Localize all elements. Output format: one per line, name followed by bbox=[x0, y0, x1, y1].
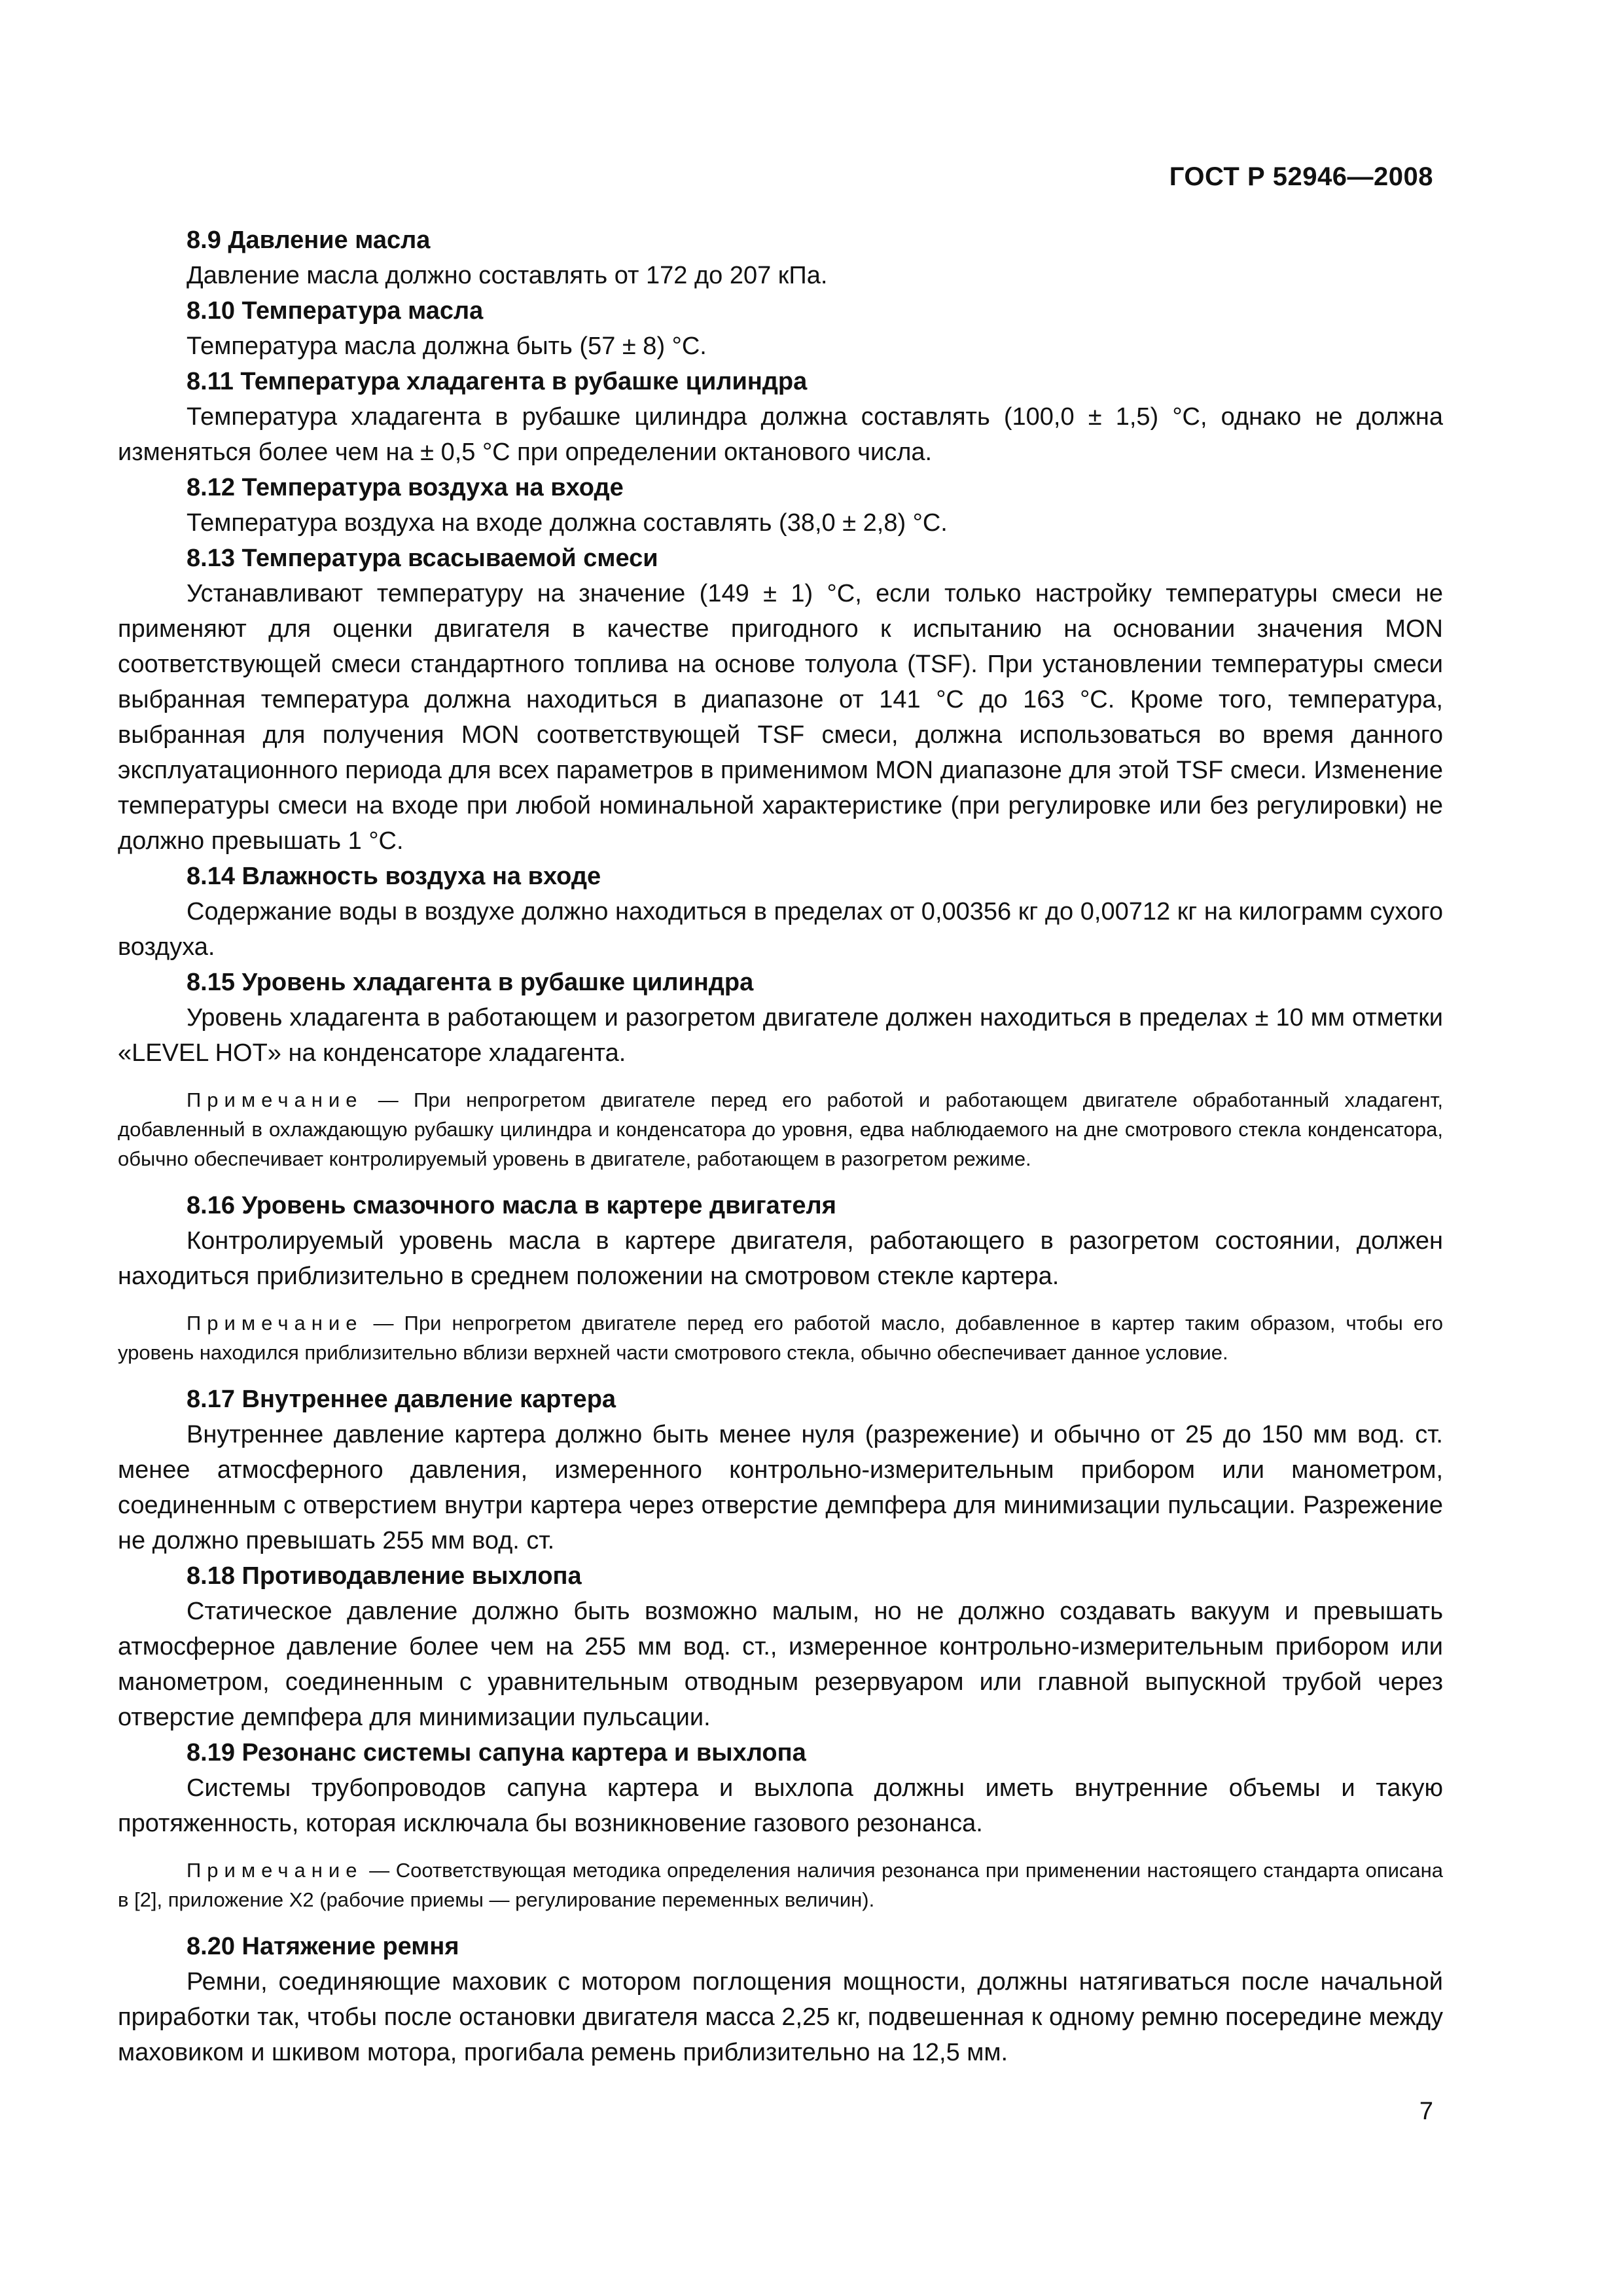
section-heading-8-11: 8.11 Температура хладагента в рубашке цилиндра bbox=[187, 368, 808, 395]
section-heading-8-16: 8.16 Уровень смазочного масла в картере двигателя bbox=[187, 1192, 836, 1219]
note-label: Примечание bbox=[187, 1088, 363, 1111]
note-text: — При непрогретом двигателе перед его работой масло, добавленное в картер таким образом, чтобы его уровень находился приблизительно вблизи верхней части смотрового стекла, обычно обеспечивает данное условие. bbox=[118, 1312, 1443, 1364]
section-text-8-14: Содержание воды в воздухе должно находиться в пределах от 0,00356 кг до 0,00712 кг на килограмм сухого воздуха. bbox=[118, 898, 1443, 961]
note-label: Примечание bbox=[187, 1312, 363, 1335]
section-text-8-10: Температура масла должна быть (57 ± 8) °С. bbox=[187, 332, 707, 360]
page-number: 7 bbox=[1419, 2098, 1433, 2125]
section-heading-8-12: 8.12 Температура воздуха на входе bbox=[187, 474, 624, 501]
section-heading-8-14: 8.14 Влажность воздуха на входе bbox=[187, 863, 601, 890]
document-body bbox=[118, 223, 1443, 2070]
section-text-8-16: Контролируемый уровень масла в картере двигателя, работающего в разогретом состоянии, должен находиться приблизительно в среднем положении на смотровом стекле картера. bbox=[118, 1227, 1443, 1290]
note-8-15 bbox=[118, 1085, 1443, 1174]
section-heading-8-18: 8.18 Противодавление выхлопа bbox=[187, 1562, 582, 1590]
document-code: ГОСТ Р 52946—2008 bbox=[1169, 162, 1433, 191]
section-text-8-17: Внутреннее давление картера должно быть менее нуля (разрежение) и обычно от 25 до 150 мм вод. ст. менее атмосферного давления, измеренного контрольно-измерительным прибором или манометром, соединенным с отверстием внутри картера через отверстие демпфера для минимизации пульсации. Разрежение не должно превышать 255 мм вод. ст. bbox=[118, 1421, 1443, 1554]
note-8-19 bbox=[118, 1856, 1443, 1914]
section-text-8-18: Статическое давление должно быть возможно малым, но не должно создавать вакуум и превышать атмосферное давление более чем на 255 мм вод. ст., измеренное контрольно-измерительным прибором или манометром, соединенным с уравнительным отводным резервуаром или главной выпускной трубой через отверстие демпфера для минимизации пульсации. bbox=[118, 1598, 1443, 1731]
section-text-8-19: Системы трубопроводов сапуна картера и выхлопа должны иметь внутренние объемы и такую протяженность, которая исключала бы возникновение газового резонанса. bbox=[118, 1774, 1443, 1837]
note-8-16 bbox=[118, 1308, 1443, 1367]
section-text-8-12: Температура воздуха на входе должна составлять (38,0 ± 2,8) °С. bbox=[187, 509, 948, 537]
note-label: Примечание bbox=[187, 1859, 363, 1882]
section-heading-8-17: 8.17 Внутреннее давление картера bbox=[187, 1386, 616, 1413]
section-text-8-11: Температура хладагента в рубашке цилиндра должна составлять (100,0 ± 1,5) °С, однако не должна изменяться более чем на ± 0,5 °С при определении октанового числа. bbox=[118, 403, 1443, 466]
note-text: — Соответствующая методика определения наличия резонанса при применении настоящего стандарта описана в [2], приложение X2 (рабочие приемы — регулирование переменных величин). bbox=[118, 1859, 1443, 1911]
section-text-8-15: Уровень хладагента в работающем и разогретом двигателе должен находиться в пределах ± 10 мм отметки «LEVEL HOT» на конденсаторе хладагента. bbox=[118, 1004, 1443, 1067]
section-text-8-13: Устанавливают температуру на значение (149 ± 1) °С, если только настройку температуры смеси не применяют для оценки двигателя в качестве пригодного к испытанию на основании значения MON соответствующей смеси стандартного топлива на основе толуола (TSF). При установлении температуры смеси выбранная температура должна находиться в диапазоне от 141 °С до 163 °С. Кроме того, температура, выбранная для получения MON соответствующей TSF смеси, должна использоваться во время данного эксплуатационного периода для всех параметров в применимом MON диапазоне для этой TSF смеси. Изменение температуры смеси на входе при любой номинальной характеристике (при регулировке или без регулировки) не должно превышать 1 °С. bbox=[118, 580, 1443, 855]
section-text-8-9: Давление масла должно составлять от 172 до 207 кПа. bbox=[187, 262, 828, 289]
note-text: — При непрогретом двигателе перед его работой и работающем двигателе обработанный хладагент, добавленный в охлаждающую рубашку цилиндра и конденсатора до уровня, едва наблюдаемого на дне смотрового стекла конденсатора, обычно обеспечивает контролируемый уровень в двигателе, работающем в разогретом режиме. bbox=[118, 1088, 1443, 1170]
section-text-8-20: Ремни, соединяющие маховик с мотором поглощения мощности, должны натягиваться после начальной приработки так, чтобы после остановки двигателя масса 2,25 кг, подвешенная к одному ремню посередине между маховиком и шкивом мотора, прогибала ремень приблизительно на 12,5 мм. bbox=[118, 1968, 1443, 2066]
section-heading-8-10: 8.10 Температура масла bbox=[187, 297, 484, 325]
section-heading-8-19: 8.19 Резонанс системы сапуна картера и выхлопа bbox=[187, 1739, 806, 1767]
section-heading-8-15: 8.15 Уровень хладагента в рубашке цилиндра bbox=[187, 969, 754, 996]
section-heading-8-9: 8.9 Давление масла bbox=[187, 226, 431, 254]
section-heading-8-20: 8.20 Натяжение ремня bbox=[187, 1933, 459, 1960]
section-heading-8-13: 8.13 Температура всасываемой смеси bbox=[187, 545, 658, 572]
